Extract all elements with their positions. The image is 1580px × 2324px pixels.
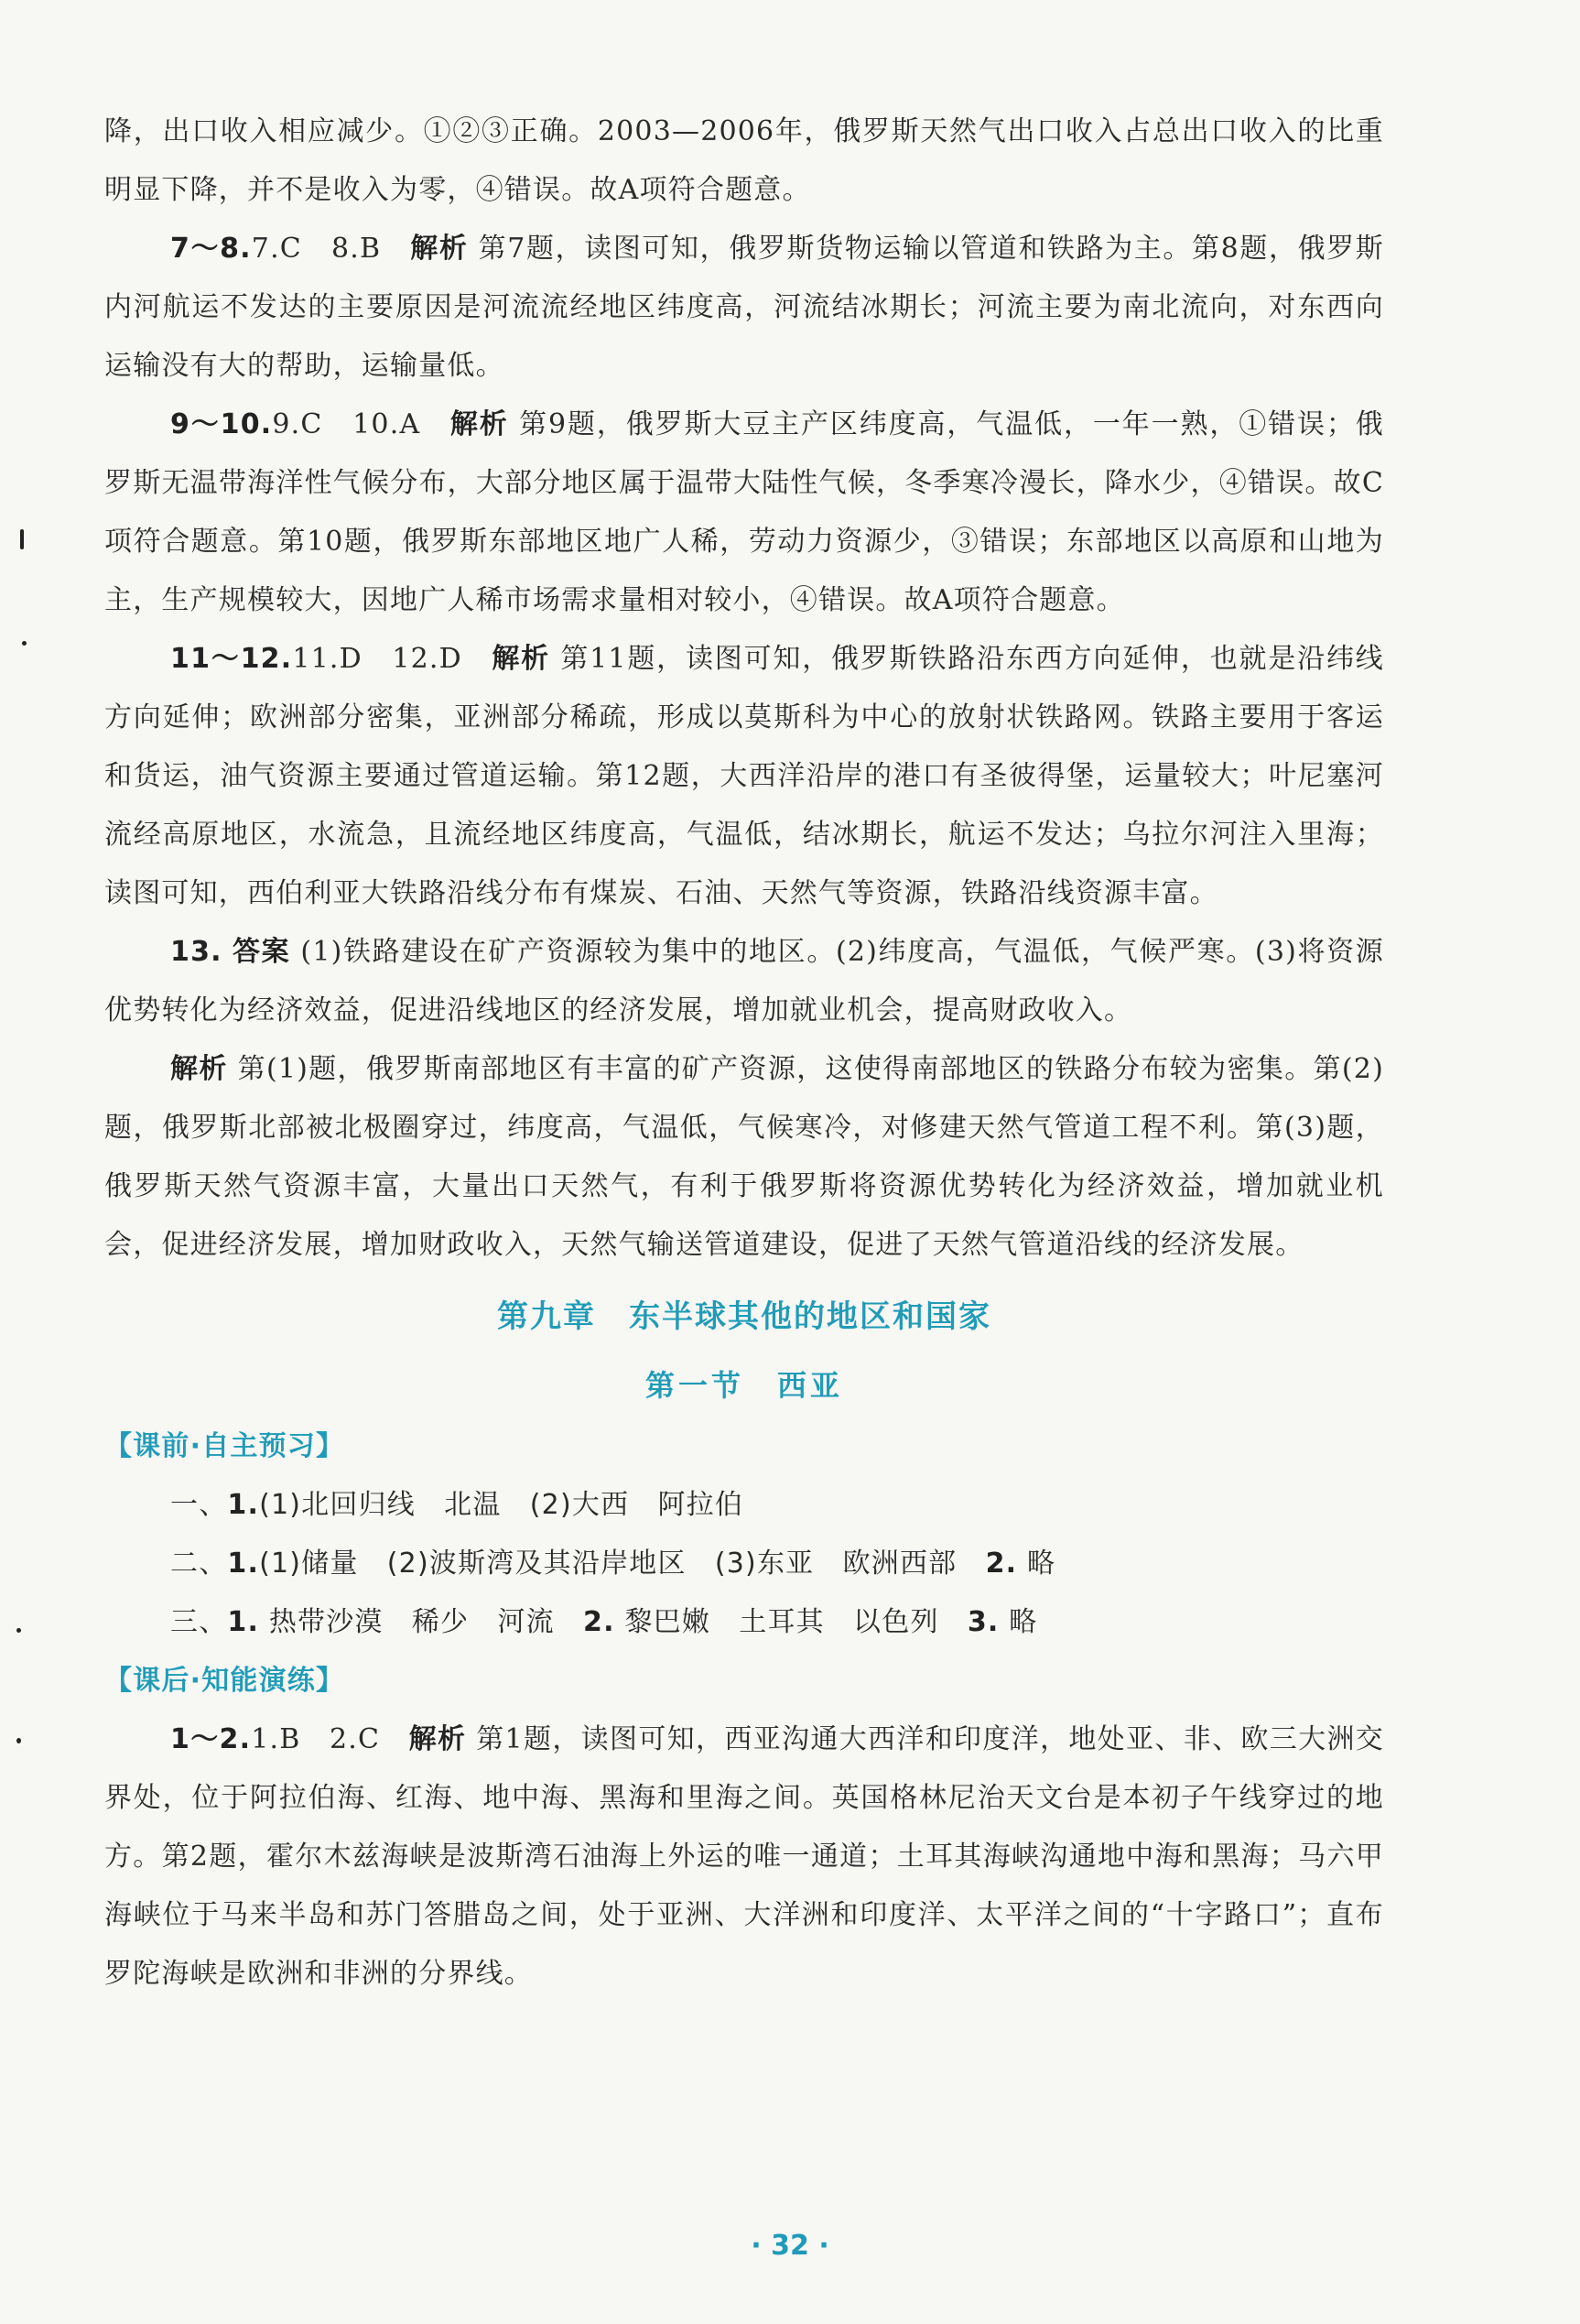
answer-11-12: [104, 630, 1384, 923]
post-class-heading: 【课后·知能演练】: [104, 1665, 345, 1697]
answer-7-8: [104, 220, 1384, 396]
question-number: 1～2.: [170, 1723, 252, 1755]
answer-label: 答案: [232, 936, 291, 968]
answer-9-10: [104, 396, 1384, 630]
analysis-label: 解析: [410, 233, 469, 265]
section-title: 第一节 西亚: [644, 1368, 843, 1403]
pre-item-1: [104, 1476, 1384, 1535]
item-number: 1.: [227, 1606, 260, 1638]
pre-item-3: [104, 1593, 1384, 1652]
item-index: 二、: [170, 1548, 228, 1580]
scan-mark: [20, 529, 24, 549]
item-text: (1)北回归线 北温 (2)大西 阿拉伯: [259, 1489, 744, 1521]
paragraph-continued: 降，出口收入相应减少。①②③正确。2003—2006年，俄罗斯天然气出口收入占总出口收入的比重明显下降，并不是收入为零，④错误。故A项符合题意。: [104, 115, 1384, 206]
item-number: 2.: [985, 1548, 1018, 1580]
question-number: 7～8.: [170, 233, 252, 265]
analysis-text: 第(1)题，俄罗斯南部地区有丰富的矿产资源，这使得南部地区的铁路分布较为密集。第(2)题，俄罗斯北部被北极圈穿过，纬度高，气温低，气候寒冷，对修建天然气管道工程不利。第(3)题，俄罗斯天然气资源丰富，大量出口天然气，有利于俄罗斯将资源优势转化为经济效益，增加就业机会，促进经济发展，增加财政收入，天然气输送管道建设，促进了天然气管道沿线的经济发展。: [104, 1053, 1384, 1261]
analysis-13: [104, 1040, 1384, 1275]
question-number: 13.: [170, 936, 222, 968]
item-number: 1.: [227, 1489, 260, 1521]
analysis-label: 解析: [492, 643, 550, 675]
scan-mark: [16, 1628, 21, 1633]
answer-choices: 1.B 2.C: [251, 1723, 381, 1755]
analysis-label: 解析: [449, 408, 509, 440]
item-number: 1.: [227, 1548, 260, 1580]
analysis-text: 第7题，读图可知，俄罗斯货物运输以管道和铁路为主。第8题，俄罗斯内河航运不发达的主要原因是河流流经地区纬度高，河流结冰期长；河流主要为南北流向，对东西向运输没有大的帮助，运输量低。: [104, 233, 1384, 382]
item-number: 2.: [583, 1606, 615, 1638]
question-number: 9～10.: [170, 408, 273, 440]
item-index: 一、: [170, 1489, 228, 1521]
item-text: 热带沙漠 稀少 河流: [268, 1606, 584, 1638]
analysis-label: 解析: [408, 1723, 467, 1755]
page-content: [104, 103, 1384, 2004]
answer-choices: 11.D 12.D: [292, 643, 462, 675]
pre-item-2: [104, 1535, 1384, 1593]
answer-choices: 9.C 10.A: [272, 408, 421, 440]
analysis-label: 解析: [170, 1053, 228, 1085]
answer-13: [104, 923, 1384, 1040]
item-text: 略: [1009, 1606, 1038, 1638]
item-text: 略: [1027, 1548, 1056, 1580]
item-text: (1)储量 (2)波斯湾及其沿岸地区 (3)东亚 欧洲西部: [259, 1548, 986, 1580]
item-index: 三、: [170, 1606, 228, 1638]
scan-mark: [22, 641, 27, 646]
answer-text: (1)铁路建设在矿产资源较为集中的地区。(2)纬度高，气温低，气候严寒。(3)将资源优势转化为经济效益，促进沿线地区的经济发展，增加就业机会，提高财政收入。: [104, 936, 1384, 1026]
pre-class-heading: 【课前·自主预习】: [104, 1430, 345, 1462]
answer-1-2: [104, 1710, 1384, 2004]
answer-choices: 7.C 8.B: [251, 233, 382, 265]
item-text: 黎巴嫩 土耳其 以色列: [624, 1606, 968, 1638]
analysis-text: 第1题，读图可知，西亚沟通大西洋和印度洋，地处亚、非、欧三大洲交界处，位于阿拉伯海、红海、地中海、黑海和里海之间。英国格林尼治天文台是本初子午线穿过的地方。第2题，霍尔木兹海峡是波斯湾石油海上外运的唯一通道；土耳其海峡沟通地中海和黑海；马六甲海峡位于马来半岛和苏门答腊岛之间，处于亚洲、大洋洲和印度洋、太平洋之间的“十字路口”；直布罗陀海峡是欧洲和非洲的分界线。: [104, 1723, 1384, 1990]
scan-mark: [16, 1738, 21, 1743]
item-number: 3.: [967, 1606, 1000, 1638]
analysis-text: 第9题，俄罗斯大豆主产区纬度高，气温低，一年一熟，①错误；俄罗斯无温带海洋性气候分布，大部分地区属于温带大陆性气候，冬季寒冷漫长，降水少，④错误。故C项符合题意。第10题，俄罗斯东部地区地广人稀，劳动力资源少，③错误；东部地区以高原和山地为主，生产规模较大，因地广人稀市场需求量相对较小，④错误。故A项符合题意。: [104, 408, 1384, 616]
analysis-text: 第11题，读图可知，俄罗斯铁路沿东西方向延伸，也就是沿纬线方向延伸；欧洲部分密集，亚洲部分稀疏，形成以莫斯科为中心的放射状铁路网。铁路主要用于客运和货运，油气资源主要通过管道运输。第12题，大西洋沿岸的港口有圣彼得堡，运量较大；叶尼塞河流经高原地区，水流急，且流经地区纬度高，气温低，结冰期长，航运不发达；乌拉尔河注入里海；读图可知，西伯利亚大铁路沿线分布有煤炭、石油、天然气等资源，铁路沿线资源丰富。: [104, 643, 1384, 909]
chapter-title: 第九章 东半球其他的地区和国家: [497, 1298, 991, 1335]
question-number: 11～12.: [170, 643, 293, 675]
page-number: · 32 ·: [751, 2230, 829, 2262]
